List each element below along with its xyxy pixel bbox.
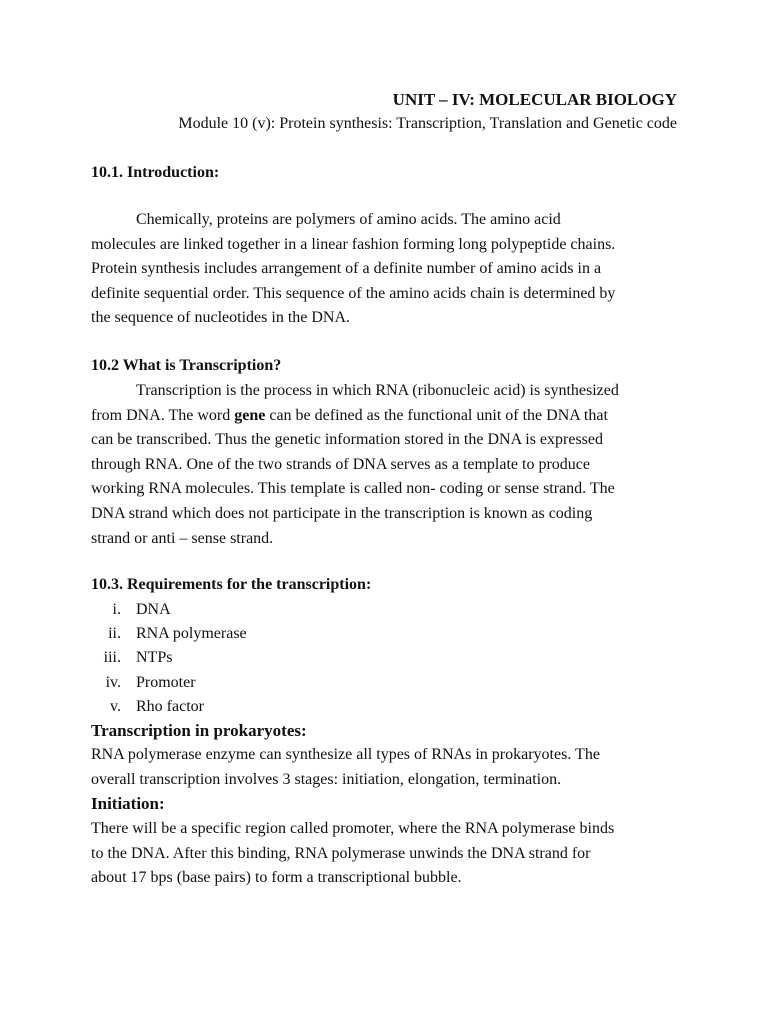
paragraph-line: about 17 bps (base pairs) to form a transcriptional bubble. [91,869,462,887]
bold-term-gene: gene [234,406,266,424]
paragraph-line: strand or anti – sense strand. [91,529,274,547]
text-run: from DNA. The word [91,406,235,424]
list-text: Rho factor [136,697,204,715]
prokaryotes-paragraph [91,743,681,792]
paragraph-line: There will be a specific region called promoter, where the RNA polymerase binds [91,820,615,837]
list-number: iii. [103,649,121,667]
section-heading-transcription: 10.2 What is Transcription? [91,357,282,374]
paragraph-line: the sequence of nucleotides in the DNA. [91,309,351,327]
paragraph-line: working RNA molecules. This template is called non- coding or sense strand. The [91,480,615,498]
paragraph-line: to the DNA. After this binding, RNA polymerase unwinds the DNA strand for [91,844,591,862]
section-heading-prokaryotes: Transcription in prokaryotes: [91,721,307,740]
list-text: DNA [136,601,171,618]
section-heading-initiation: Initiation: [91,794,165,813]
section-heading-introduction: 10.1. Introduction: [91,164,220,181]
paragraph-line [91,404,681,429]
module-title: Module 10 (v): Protein synthesis: Transcription, Translation and Genetic code [178,115,677,132]
paragraph-line: Protein synthesis includes arrangement of a definite number of amino acids in a [91,260,602,278]
list-text: RNA polymerase [136,625,247,643]
list-number: i. [112,601,121,618]
list-number: iv. [105,673,121,691]
text-run: can be defined as the functional unit of the DNA that [265,406,608,424]
transcription-paragraph [91,379,681,551]
section-heading-requirements: 10.3. Requirements for the transcription: [91,576,372,593]
initiation-paragraph [91,817,681,891]
list-number: ii. [108,625,121,643]
paragraph-line: Transcription is the process in which RNA (ribonucleic acid) is synthesized [136,382,619,399]
paragraph-line: can be transcribed. Thus the genetic information stored in the DNA is expressed [91,431,604,449]
list-item [91,695,247,719]
unit-title: UNIT – IV: MOLECULAR BIOLOGY [392,90,677,109]
list-item [91,671,247,695]
paragraph-line: through RNA. One of the two strands of DNA serves as a template to produce [91,455,590,473]
introduction-paragraph [91,208,681,331]
list-text: NTPs [136,649,173,667]
list-text: Promoter [136,673,196,691]
list-item [91,646,247,670]
list-number: v. [110,697,121,715]
list-item [91,598,247,622]
paragraph-line: definite sequential order. This sequence of the amino acids chain is determined by [91,284,616,302]
list-item [91,622,247,646]
paragraph-line: Chemically, proteins are polymers of amino acids. The amino acid [136,211,561,228]
paragraph-line: DNA strand which does not participate in the transcription is known as coding [91,504,593,522]
paragraph-line: molecules are linked together in a linear fashion forming long polypeptide chains. [91,235,616,253]
paragraph-line: RNA polymerase enzyme can synthesize all types of RNAs in prokaryotes. The [91,746,600,763]
requirements-list [91,598,247,719]
paragraph-line: overall transcription involves 3 stages: initiation, elongation, termination. [91,770,562,788]
